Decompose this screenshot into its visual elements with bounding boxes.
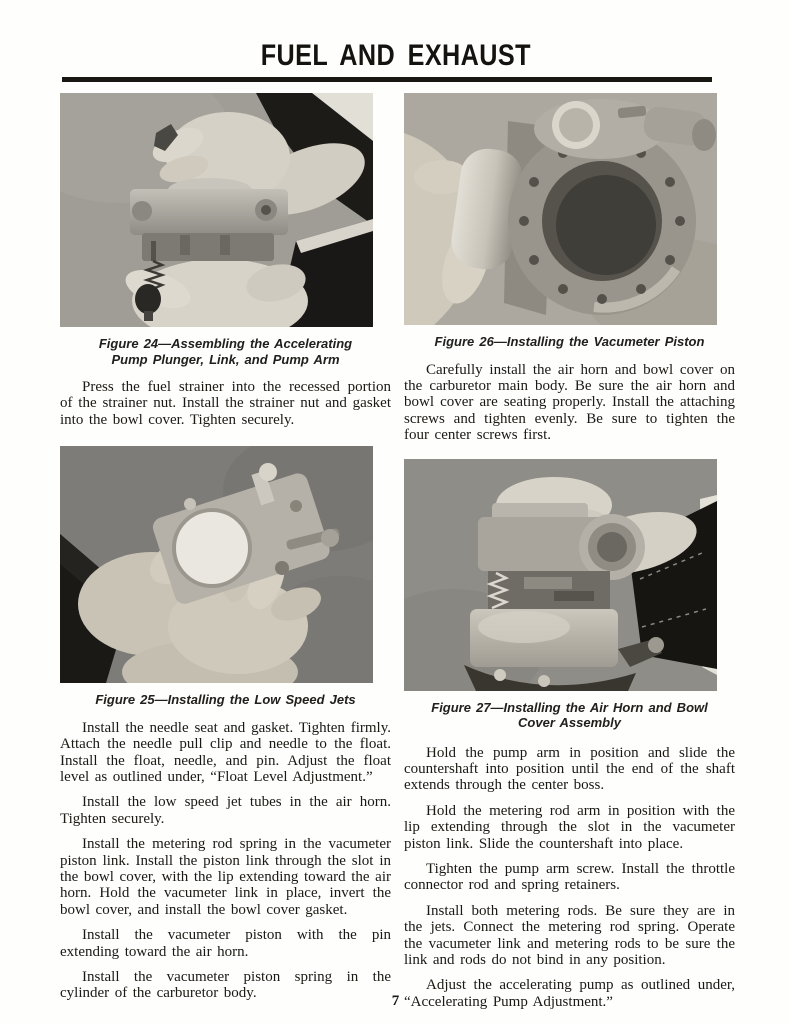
- figure-26-photo: [404, 93, 717, 325]
- body-paragraph: Hold the pump arm in position and slide the countershaft into position until the end of the shaft extends through the center boss.: [404, 744, 735, 794]
- figure-24-caption: Figure 24—Assembling the Accelerating Pump Plunger, Link, and Pump Arm: [98, 336, 353, 367]
- body-paragraph: Hold the metering rod arm in position with the lip extending through the slot in the vacumeter piston link. Slide the countershaft into place.: [404, 802, 735, 852]
- figure-27-photo-illustration: [404, 459, 717, 691]
- body-paragraph: Install the low speed jet tubes in the air horn. Tighten securely.: [60, 794, 391, 827]
- figure-25-photo: [60, 446, 373, 683]
- body-paragraph: Install both metering rods. Be sure they are in the jets. Connect the metering rod spring. Operate the vacumeter link and metering rods to be sure the link and rods do not bind in any position.: [404, 902, 735, 968]
- left-column: [60, 93, 391, 1010]
- page-header: [0, 0, 791, 82]
- body-paragraph: Carefully install the air horn and bowl cover on the carburetor main body. Be sure the air horn and bowl cover are seating properly. Install the attaching screws and tighten evenly. Be sure to tighten the four center screws first.: [404, 361, 735, 444]
- page-title: FUEL AND EXHAUST: [260, 39, 531, 72]
- body-paragraph: Install the vacumeter piston spring in the cylinder of the carburetor body.: [60, 969, 391, 1002]
- body-paragraph: Install the vacumeter piston with the pin extending toward the air horn.: [60, 927, 391, 960]
- body-paragraph: Install the needle seat and gasket. Tighten firmly. Attach the needle pull clip and needle to the float. Install the float, needle, and pin. Adjust the float level as outlined under, “Float Level Adjustment.”: [60, 719, 391, 785]
- page-number: 7: [391, 993, 400, 1009]
- figure-24-photo-illustration: [60, 93, 373, 327]
- figure-25-photo-illustration: [60, 446, 373, 683]
- body-paragraph: Install the metering rod spring in the vacumeter piston link. Install the piston link through the slot in the bowl cover, with the lip extending toward the air horn. Hold the vacumeter link in place, invert the bowl cover, and install the bowl cover gasket.: [60, 836, 391, 918]
- title-rule: [62, 77, 712, 82]
- figure-26-photo-illustration: [404, 93, 717, 325]
- right-column: [404, 93, 735, 1010]
- figure-25-caption: Figure 25—Installing the Low Speed Jets: [95, 692, 356, 708]
- figure-26-caption: Figure 26—Installing the Vacumeter Piston: [434, 334, 705, 349]
- figure-24-photo: [60, 93, 373, 327]
- figure-27-caption: Figure 27—Installing the Air Horn and Bowl Cover Assembly: [431, 699, 708, 731]
- page-columns: [60, 93, 735, 1010]
- body-paragraph: Press the fuel strainer into the recessed portion of the strainer nut. Install the strainer nut and gasket into the bowl cover. Tighten securely.: [60, 379, 391, 428]
- body-paragraph: Tighten the pump arm screw. Install the throttle connector rod and spring retainers.: [404, 860, 735, 894]
- figure-27-photo: [404, 459, 717, 691]
- body-paragraph: Adjust the accelerating pump as outlined under, “Accelerating Pump Adjustment.”: [404, 977, 735, 1010]
